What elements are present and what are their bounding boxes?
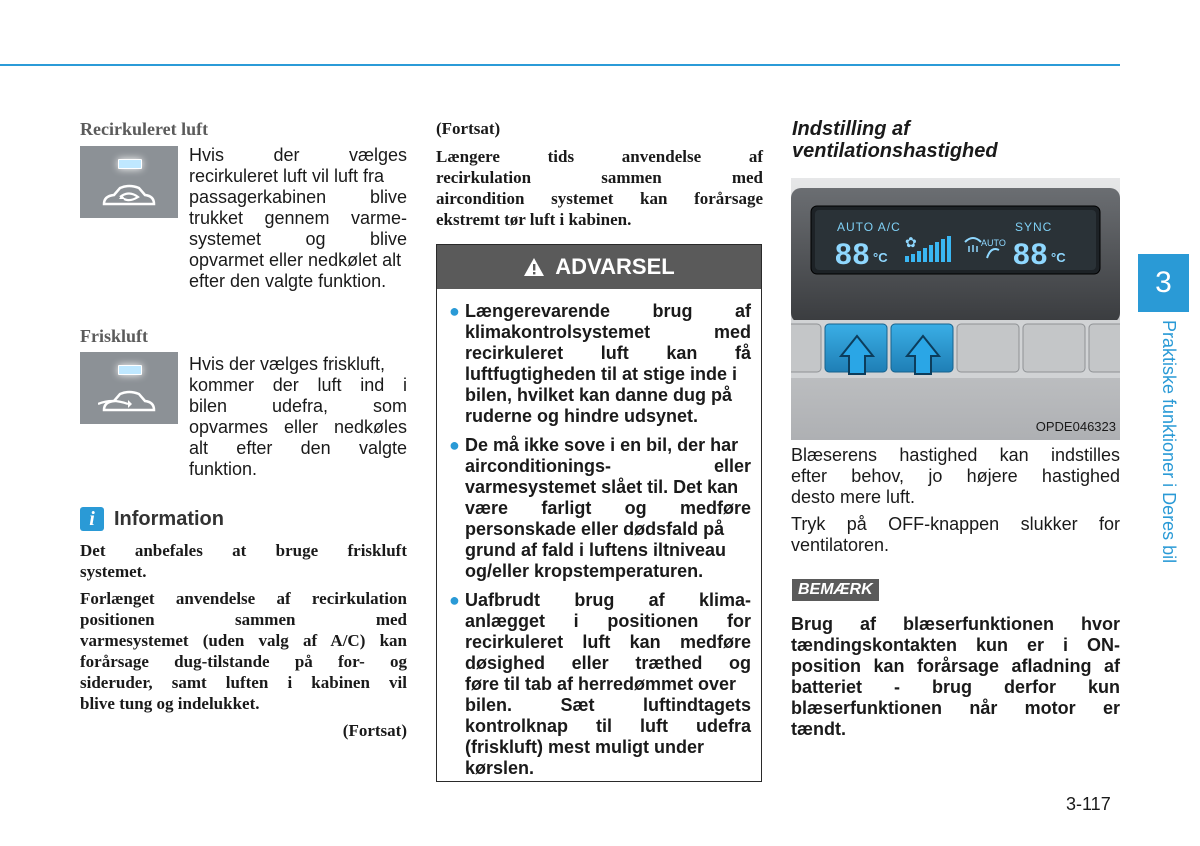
dry-air-paragraph: Længere tids anvendelse af recirkulation sammen med aircondition systemet kan forårsage ekstremt tør luft i kabinen. — [436, 147, 763, 229]
display-sync-label: SYNC — [1015, 220, 1053, 234]
fan-speed-bars-icon — [903, 232, 963, 264]
warning-header — [437, 245, 761, 289]
continued-label-col2: (Fortsat) — [436, 119, 501, 138]
car-fresh-air-icon — [98, 388, 160, 416]
climate-panel-illustration — [791, 178, 1120, 440]
warning-triangle-icon — [523, 257, 545, 277]
warning-item: ● Uafbrudt brug af klima- anlægget i positionen for recirkuleret luft kan medføre døsighed eller træthed og føre til tab af herredømmet over bilen. Sæt luftindtagets kontrolknap til luft udefra (friskluft) mest muligt under kørslen. — [449, 590, 751, 778]
display-fan-icon: ✿ — [905, 234, 917, 250]
recirculated-air-text: Hvis der vælges recirkuleret luft vil luft fra passagerkabinen blive trukket gennem varme- systemet og blive opvarmet eller nedkølet alt efter den valgte funktion. — [189, 145, 407, 291]
button-row — [791, 320, 1120, 400]
bullet-icon: ● — [449, 301, 460, 321]
info-icon: i — [80, 507, 104, 531]
car-recirculation-icon — [98, 182, 160, 210]
warning-box — [436, 244, 762, 782]
continued-label-col1: (Fortsat) — [342, 721, 407, 740]
fresh-air-heading: Friskluft — [80, 326, 149, 346]
figure-code: OPDE046323 — [1035, 419, 1116, 434]
display-defrost-icon — [961, 232, 1005, 264]
information-para-2: Forlænget anvendelse af recirkulation positionen sammen med varmesystemet (uden valg af A/C) kan forårsage dug-tilstande på for- og sideruder, samt luften i kabinen vil blive tung og indelukket. — [80, 589, 407, 713]
note-text: Brug af blæserfunktionen hvor tændingskontakten kun er i ON- position kan forårsage afladning af batteriet - brug derfor kun blæserfunktionen når motor er tændt. — [791, 614, 1120, 739]
chapter-number-tab: 3 — [1138, 254, 1189, 312]
fresh-air-text: Hvis der vælges friskluft, kommer der luft ind i bilen udefra, som opvarmes eller nedkøles alt efter den valgte funktion. — [189, 354, 407, 479]
fan-speed-heading: Indstilling af ventilationshastighed — [792, 118, 998, 162]
indicator-light-icon — [118, 159, 142, 169]
warning-item: ● Længerevarende brug af klimakontrolsystemet med recirkuleret luft kan få luftfugtigheden til at stige inde i bilen, hvilket kan danne dug på ruderne og hindre udsynet. — [449, 301, 751, 426]
fan-speed-paragraph-1: Blæserens hastighed kan indstilles efter behov, jo højere hastighed desto mere luft. — [791, 445, 1120, 507]
fan-speed-paragraph-2: Tryk på OFF-knappen slukker for ventilatoren. — [791, 514, 1120, 555]
recirculation-button-image — [80, 146, 178, 218]
recirculated-air-heading: Recirkuleret luft — [80, 119, 209, 139]
display-auto-ac-label: AUTO A/C — [837, 220, 901, 234]
information-header — [80, 507, 224, 531]
information-para-1: Det anbefales at bruge friskluft systemet. — [80, 541, 407, 581]
warning-title: ADVARSEL — [555, 254, 675, 279]
indicator-light-icon — [118, 365, 142, 375]
top-rule — [0, 64, 1120, 66]
warning-list — [449, 301, 751, 787]
chapter-title: Praktiske funktioner i Deres bil — [1159, 320, 1179, 564]
bullet-icon: ● — [449, 590, 460, 610]
display-right-temperature: 88 — [1013, 238, 1049, 271]
climate-control-photo — [791, 178, 1120, 440]
fresh-air-button-image — [80, 352, 178, 424]
display-left-temperature: 88 — [835, 238, 871, 271]
warning-item: ● De må ikke sove i en bil, der har airconditionings- eller varmesystemet slået til. Det kan være farligt og medføre personskade eller dødsfald på grund af fald i luftens iltniveau og/eller kropstemperaturen. — [449, 435, 751, 581]
note-badge: BEMÆRK — [792, 579, 879, 601]
display-right-unit: °C — [1051, 250, 1066, 265]
page-number: 3-117 — [1066, 794, 1111, 814]
bullet-icon: ● — [449, 435, 460, 455]
display-left-unit: °C — [873, 250, 888, 265]
information-title: Information — [114, 507, 224, 530]
display-auto-mode-label: AUTO — [981, 238, 1006, 248]
